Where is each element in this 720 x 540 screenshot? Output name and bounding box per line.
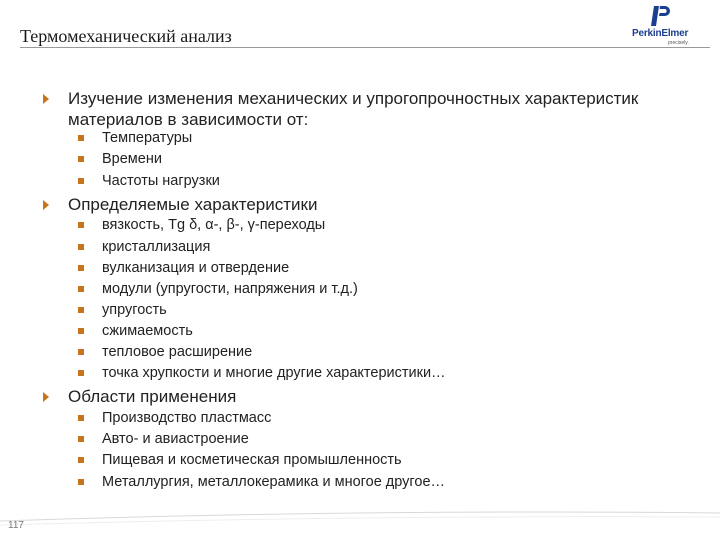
square-bullet-icon [78,436,84,442]
page-number: 117 [8,520,24,531]
square-bullet-icon [78,135,84,141]
square-bullet-icon [78,307,84,313]
square-bullet-icon [78,222,84,228]
square-bullet-icon [78,265,84,271]
section-heading: Области применения [68,387,237,406]
square-bullet-icon [78,244,84,250]
square-bullet-icon [78,178,84,184]
arrow-bullet-icon [43,392,49,402]
section-heading: Изучение изменения механических и упрогопрочностных характеристик материалов в зависимости от: [68,89,639,129]
square-bullet-icon [78,415,84,421]
square-bullet-icon [78,479,84,485]
section-heading: Определяемые характеристики [68,195,318,214]
arrow-bullet-icon [43,200,49,210]
perkinelmer-logo [628,6,712,46]
footer-swoosh [0,507,720,537]
brand-name: PerkinElmer [632,28,689,39]
perkinelmer-logo-icon [650,6,672,26]
square-bullet-icon [78,328,84,334]
title-divider [20,47,710,48]
brand-tagline: precisely. [668,40,689,46]
slide-title: Термомеханический анализ [20,26,232,46]
square-bullet-icon [78,286,84,292]
square-bullet-icon [78,156,84,162]
square-bullet-icon [78,370,84,376]
slide: Термомеханический анализ PerkinElmer precisely. Изучение изменения механических и упрогопрочностных характеристик материалов в зависимости от: Температуры Времени Частоты нагрузки Определяемые характеристики вязкость, Tg δ, α-, β-, γ-переходы кристаллизация вулканизация и отвердение модули (упругости, напряжения и т.д.) упругость сжимаемость тепловое расширение точка хрупкости и многие другие характеристики… Области применения Производство пластмасс Авто- и авиастроение Пищевая и косметическая промышленность Металлургия, металлокерамика и многое другое… 117 [0,0,720,540]
square-bullet-icon [78,349,84,355]
arrow-bullet-icon [43,94,49,104]
square-bullet-icon [78,457,84,463]
